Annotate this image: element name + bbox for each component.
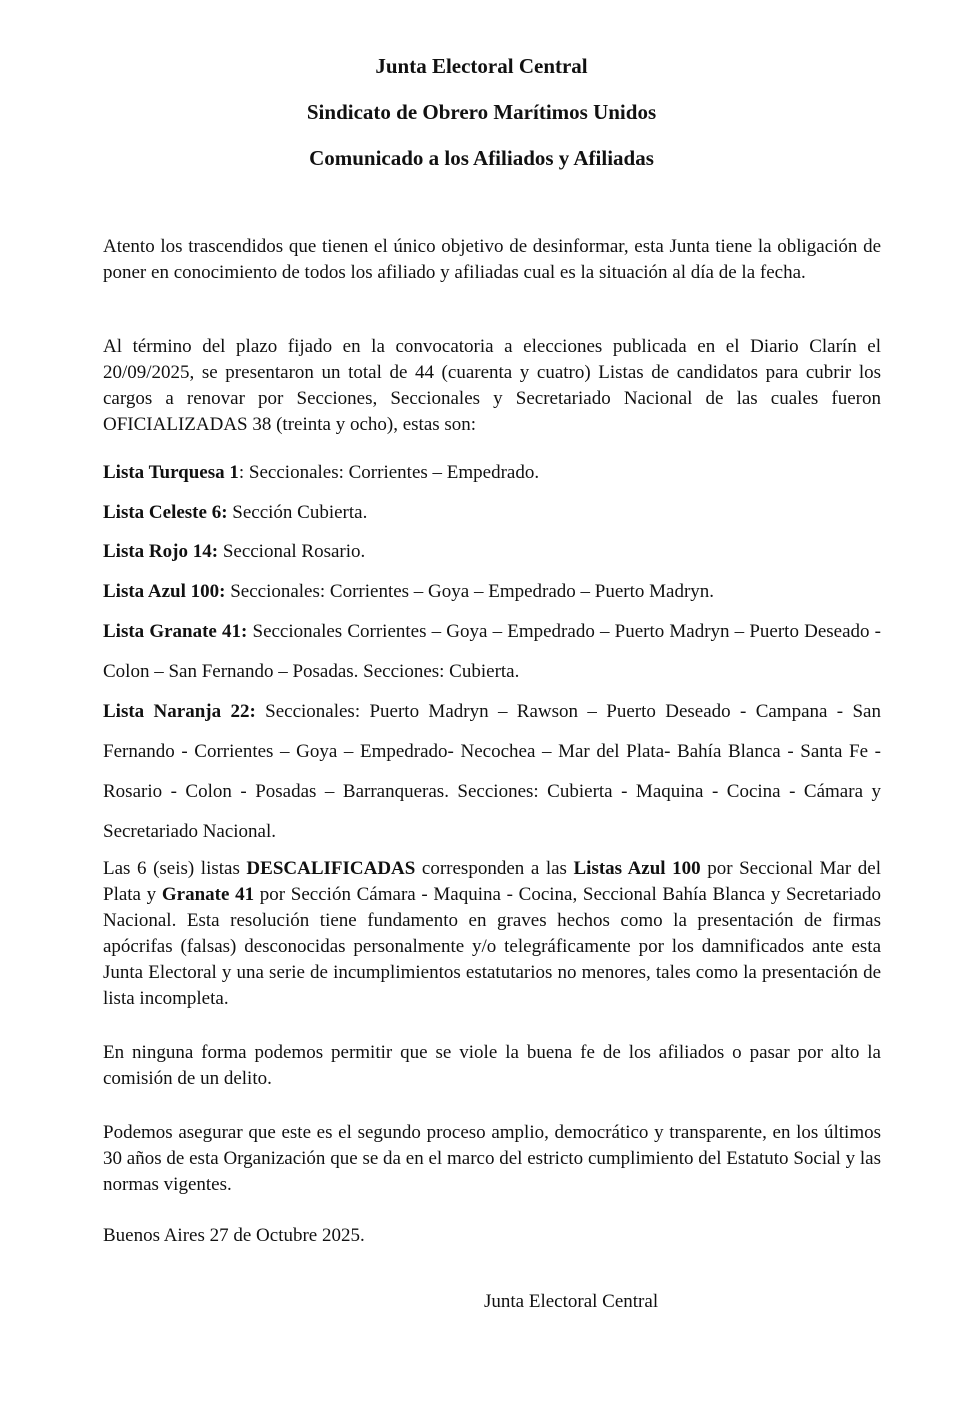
list-name: Lista Azul 100:	[103, 581, 226, 602]
list-detail: Seccional Rosario.	[218, 541, 366, 562]
disqualified-label: DESCALIFICADAS	[246, 858, 416, 879]
text-run: por Sección Cámara - Maquina - Cocina, Seccional Bahía Blanca y Secretariado Nacional. Esta resolución tiene fundamento en graves hechos como la presentación de firmas apócrifas (falsas) desconocidas personalmente y/o telegráficamente por los damnificados ante esta Junta Electoral y una serie de incumplimientos estatutarios no menores, tales como la presentación de lista incompleta.	[103, 884, 882, 1009]
list-item-naranja	[103, 692, 881, 852]
list-detail: Seccionales: Corrientes – Goya – Empedrado – Puerto Madryn.	[225, 581, 715, 602]
signature: Junta Electoral Central	[484, 1291, 659, 1312]
list-azul-ref: Listas Azul 100	[573, 858, 701, 879]
list-detail: Seccionales Corrientes – Goya – Empedrado – Puerto Madryn – Puerto Deseado - Colon – San Fernando – Posadas. Secciones: Cubierta.	[103, 621, 881, 682]
list-granate-ref: Granate 41	[161, 884, 255, 905]
text-run: corresponden a las	[415, 858, 574, 879]
list-item-celeste	[103, 500, 881, 526]
list-name: Lista Naranja 22:	[103, 701, 256, 722]
list-name: Lista Rojo 14:	[103, 541, 219, 562]
date-line: Buenos Aires 27 de Octubre 2025.	[103, 1225, 365, 1246]
list-item-azul	[103, 579, 881, 605]
intro-paragraph: Atento los trascendidos que tienen el único objetivo de desinformar, esta Junta tiene la obligación de poner en conocimiento de todos los afiliado y afiliadas cual es la situación al día de la fecha.	[103, 236, 881, 283]
list-name: Lista Granate 41:	[103, 621, 248, 642]
list-item-granate	[103, 612, 881, 692]
assurance-paragraph: Podemos asegurar que este es el segundo proceso amplio, democrático y transparente, en los últimos 30 años de esta Organización que se da en el marco del estricto cumplimiento del Estatuto Social y las normas vigentes.	[103, 1122, 881, 1195]
list-detail: Sección Cubierta.	[227, 502, 368, 523]
header-subject: Comunicado a los Afiliados y Afiliadas	[309, 146, 654, 170]
document-header	[0, 48, 963, 186]
header-union-name: Sindicato de Obrero Marítimos Unidos	[306, 100, 657, 124]
list-name: Lista Celeste 6:	[103, 502, 228, 523]
list-item-turquesa	[103, 460, 881, 486]
good-faith-paragraph: En ninguna forma podemos permitir que se viole la buena fe de los afiliados o pasar por alto la comisión de un delito.	[103, 1042, 881, 1089]
header-title: Junta Electoral Central	[375, 54, 588, 78]
list-name: Lista Turquesa 1	[103, 462, 239, 483]
list-item-rojo	[103, 539, 881, 565]
text-run: por Seccional Mar del Plata y	[103, 858, 881, 905]
list-detail: Seccionales: Puerto Madryn – Rawson – Puerto Deseado - Campana - San Fernando - Corrientes – Goya – Empedrado- Necochea – Mar del Plata- Bahía Blanca - Santa Fe - Rosario - Colon - Posadas – Barranqueras. Secciones: Cubierta - Maquina - Cocina - Cámara y Secretariado Nacional.	[103, 701, 881, 842]
disqualified-paragraph	[103, 856, 881, 1012]
text-run: Las 6 (seis) listas	[103, 858, 247, 879]
list-sep: :	[238, 462, 245, 483]
list-detail: Seccionales: Corrientes – Empedrado.	[244, 462, 540, 483]
deadline-paragraph: Al término del plazo fijado en la convocatoria a elecciones publicada en el Diario Clarín el 20/09/2025, se presentaron un total de 44 (cuarenta y cuatro) Listas de candidatos para cubrir los cargos a renovar por Secciones, Seccionales y Secretariado Nacional de las cuales fueron OFICIALIZADAS 38 (treinta y ocho), estas son:	[103, 336, 881, 435]
